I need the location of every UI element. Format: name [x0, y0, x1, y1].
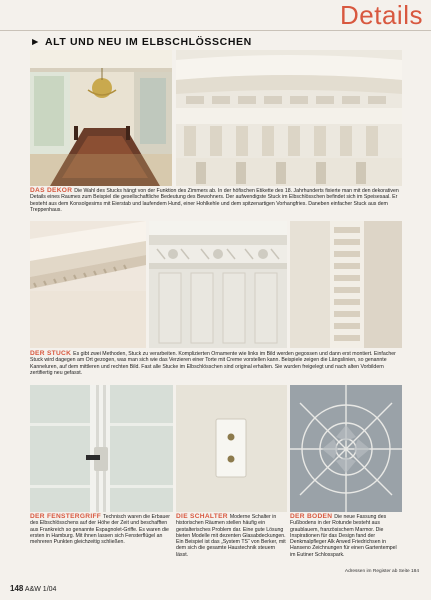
- caption-heading: DER FENSTERGRIFF: [30, 513, 102, 520]
- stucco-middle-image: [149, 221, 287, 348]
- photo-stucco-left: [30, 221, 146, 348]
- arrow-icon: ►: [30, 36, 41, 48]
- register-note: Adressen im Register ab Seite 184: [344, 569, 419, 574]
- caption-heading: DER STUCK: [30, 350, 72, 357]
- header: [0, 0, 431, 28]
- photo-window-handle: [30, 385, 173, 512]
- caption-text: Moderne Schalter in historischen Räumen stellen häufig ein gestalterisches Problem dar. Eine gute Lösung bieten Modelle mit dezenten Glasabdeckungen. Ein Beispiel ist das „System TS“ von Berker, mit dem sich die gesamte Haustechnik steuern lässt.: [176, 514, 286, 558]
- caption-stuck: [30, 351, 402, 376]
- photo-marble-floor: [290, 385, 402, 512]
- caption-heading: DER BODEN: [290, 513, 333, 520]
- switch-image: [176, 385, 287, 512]
- photo-dining-room: [30, 50, 172, 186]
- caption-text: Es gibt zwei Methoden, Stuck zu verarbeiten. Komplizierten Ornamente wie links im Bild werden gegossen und dann erst montiert. Einfacher Stuck wird dagegen am Ort gezogen, was man sich wie das Verzieren einer Torte mit Creme vorstellen kann. Beispiele zeigen die Längslinien, so genannte Kanneluren, auf dem mittleren und rechten Bild. Fast alle Stucke im Elbschlösschen sind original erhalten. Sie wurden freigelegt und nach alten Vorbildern zertifiertig neu gefasst.: [30, 351, 396, 376]
- caption-text: Technisch waren die Erbauer des Elbschlösschens auf der Höhe der Zeit und beschafften aus Frankreich so genannte Espagnolet-Griffe. Es waren die ersten in Hamburg. Mit ihnen lassen sich Fensterflügel an mehreren Punkten gleichzeitig schließen.: [30, 514, 171, 546]
- dining-room-image: [30, 50, 172, 186]
- header-rule: [0, 30, 431, 31]
- marble-floor-image: [290, 385, 402, 512]
- caption-boden: [290, 514, 402, 558]
- article-title: [30, 36, 252, 48]
- caption-text: Die neue Fassung des Fußbodens in der Rotunde besteht aus graublauem, französischem Marmor. Die Inspirationen für das Design fand der Denkmalpfleger Alk Arwed Friedrichsen in Hanseno Zeichnungen für einen Gartentempel im Eutiner Schlosspark.: [290, 514, 397, 558]
- caption-dekor: [30, 188, 402, 213]
- page-number: 148: [10, 584, 24, 593]
- stucco-left-image: [30, 221, 146, 348]
- cornice-image: [176, 50, 402, 186]
- caption-fenstergriff: [30, 514, 172, 545]
- caption-schalter: [176, 514, 287, 558]
- caption-heading: DAS DEKOR: [30, 187, 73, 194]
- section-title: Details: [340, 0, 423, 30]
- photo-cornice: [176, 50, 402, 186]
- photo-stucco-middle: [149, 221, 287, 348]
- caption-heading: DIE SCHALTER: [176, 513, 228, 520]
- magazine-issue: A&W 1/04: [24, 586, 57, 593]
- window-handle-image: [30, 385, 173, 512]
- caption-text: Die Wahl des Stucks hängt von der Funktion des Zimmers ab. In der höfischen Etikette des 18. Jahrhunderts fixierte man mit den dekorativen Details eines Raumes zum Beispiel die gesellschaftliche Bedeutung des Bewohners. Der aufwendigste Stuck im Elbschlösschen befindet sich im Speisesaal. Er besteht aus dem Konsolgesims mit Eierstab und laufendem Hund, einer Hohlkehle und dem spitzenartigen Vorhangfries. Daneben einfacher Stuck aus dem Treppenhaus.: [30, 188, 399, 213]
- stucco-right-image: [290, 221, 402, 348]
- photo-stucco-right: [290, 221, 402, 348]
- photo-switch: [176, 385, 287, 512]
- page-footer: [10, 584, 56, 593]
- article-title-text: ALT UND NEU IM ELBSCHLÖSSCHEN: [45, 36, 252, 48]
